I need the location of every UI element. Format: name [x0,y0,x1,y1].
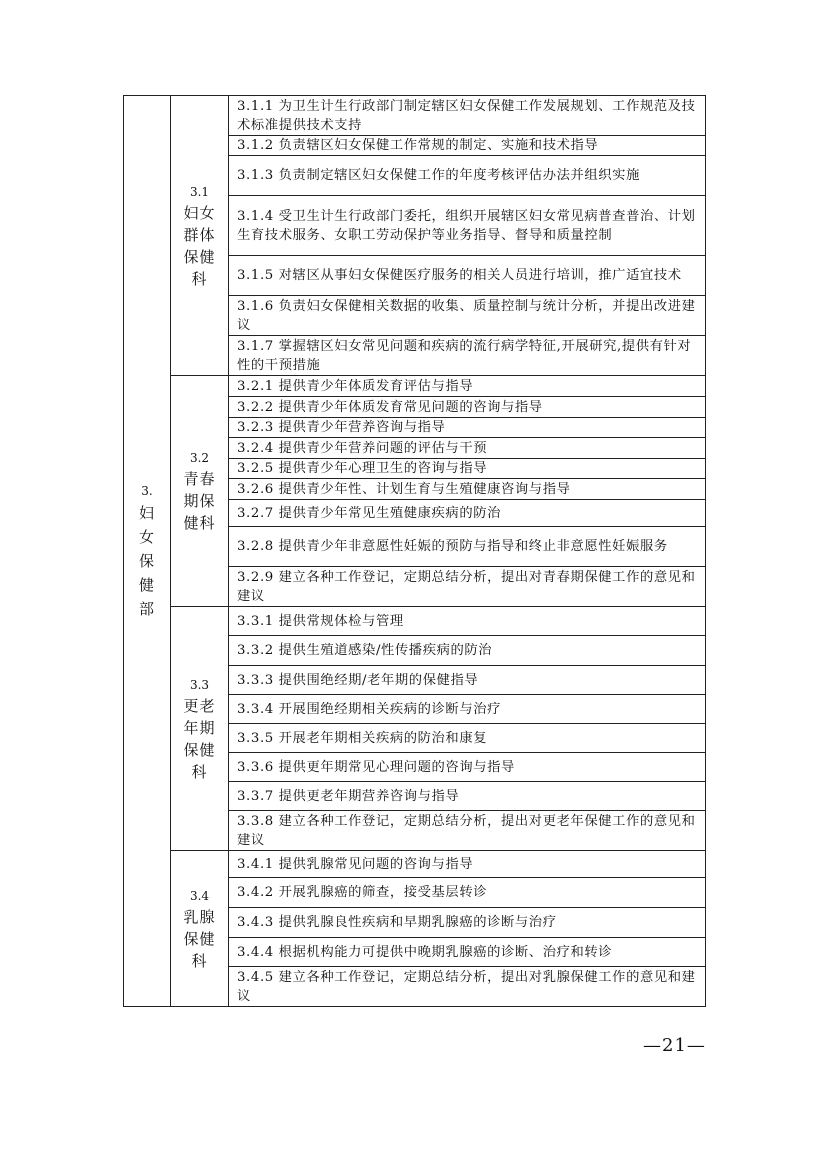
duty-item: 3.2.8 提供青少年非意愿性妊娠的预防与指导和终止非意愿性妊娠服务 [229,527,706,567]
department-name-char: 部 [138,600,155,618]
duty-item: 3.4.2 开展乳腺癌的筛查，接受基层转诊 [229,878,706,908]
duty-item: 3.3.5 开展老年期相关疾病的防治和康复 [229,724,706,753]
section-name-line: 妇女 [183,203,216,222]
section-name-line: 年期 [183,718,216,737]
duty-item: 3.1.5 对辖区从事妇女保健医疗服务的相关人员进行培训，推广适宜技术 [229,256,706,296]
section-number: 3.1 [189,184,210,199]
section-name-line: 保健 [183,247,216,266]
section-name-line: 群体 [183,225,216,244]
duty-item: 3.3.1 提供常规体检与管理 [229,607,706,636]
page-number: —21— [643,1035,706,1056]
duty-item: 3.2.6 提供青少年性、计划生育与生殖健康咨询与指导 [229,479,706,500]
department-name-char: 妇 [138,504,155,522]
department-name-char: 女 [138,528,155,546]
table-row [124,851,706,878]
duty-item: 3.1.1 为卫生计生行政部门制定辖区妇女保健工作发展规划、工作规范及技术标准提供技术支持 [229,96,706,136]
duty-item: 3.2.9 建立各种工作登记，定期总结分析，提出对青春期保健工作的意见和建议 [229,567,706,607]
table-row [124,376,706,397]
duty-item: 3.4.4 根据机构能力可提供中晚期乳腺癌的诊断、治疗和转诊 [229,938,706,967]
section-name-line: 更老 [183,696,216,715]
section-cell [171,607,229,851]
section-cell [171,851,229,1007]
section-name-line: 保健 [183,929,216,948]
duty-item: 3.1.3 负责制定辖区妇女保健工作的年度考核评估办法并组织实施 [229,156,706,196]
duty-item: 3.3.4 开展围绝经期相关疾病的诊断与治疗 [229,695,706,724]
section-label [183,675,215,783]
section-name-line: 期保 [183,492,216,510]
section-name-line: 科 [191,269,208,288]
duty-item: 3.1.4 受卫生计生行政部门委托，组织开展辖区妇女常见病普查普治、计划生育技术服务、女职工劳动保护等业务指导、督导和质量控制 [229,196,706,256]
duty-item: 3.1.6 负责妇女保健相关数据的收集、质量控制与统计分析，并提出改进建议 [229,296,706,336]
duty-item: 3.2.5 提供青少年心理卫生的咨询与指导 [229,459,706,479]
department-name-char: 保 [138,552,155,570]
section-label [183,448,215,534]
duty-item: 3.3.3 提供围绝经期/老年期的保健指导 [229,666,706,695]
section-number: 3.3 [189,677,210,692]
department-duties-table [123,95,706,1007]
section-number: 3.4 [189,888,210,903]
table-body [124,96,706,1007]
duty-item: 3.1.2 负责辖区妇女保健工作常规的制定、实施和技术指导 [229,136,706,156]
duty-item: 3.2.4 提供青少年营养问题的评估与干预 [229,438,706,459]
department-cell [124,96,171,1007]
section-name-line: 科 [191,762,208,781]
table-row [124,96,706,136]
section-cell [171,376,229,607]
section-name-line: 青春 [183,470,216,488]
duty-item: 3.2.3 提供青少年营养咨询与指导 [229,418,706,438]
table-row [124,607,706,636]
section-label [183,182,215,290]
duty-item: 3.2.2 提供青少年体质发育常见问题的咨询与指导 [229,397,706,418]
duty-item: 3.4.5 建立各种工作登记，定期总结分析，提出对乳腺保健工作的意见和建议 [229,967,706,1007]
section-name-line: 乳腺 [183,907,216,926]
section-name-line: 健科 [183,514,216,532]
duty-item: 3.4.1 提供乳腺常见问题的咨询与指导 [229,851,706,878]
duty-item: 3.4.3 提供乳腺良性疾病和早期乳腺癌的诊断与治疗 [229,908,706,938]
section-number: 3.2 [189,451,210,465]
section-name-line: 保健 [183,740,216,759]
duty-item: 3.1.7 掌握辖区妇女常见问题和疾病的流行病学特征,开展研究,提供有针对性的干预措施 [229,336,706,376]
department-label [139,481,155,621]
department-name-char: 健 [138,576,155,594]
department-number: 3. [141,484,153,498]
section-name-line: 科 [191,951,208,970]
duty-item: 3.2.1 提供青少年体质发育评估与指导 [229,376,706,397]
section-cell [171,96,229,376]
section-label [183,886,215,972]
duty-item: 3.3.8 建立各种工作登记，定期总结分析，提出对更老年保健工作的意见和建议 [229,811,706,851]
duty-item: 3.3.7 提供更老年期营养咨询与指导 [229,782,706,811]
duty-item: 3.3.6 提供更年期常见心理问题的咨询与指导 [229,753,706,782]
duty-item: 3.3.2 提供生殖道感染/性传播疾病的防治 [229,636,706,666]
duty-item: 3.2.7 提供青少年常见生殖健康疾病的防治 [229,500,706,527]
